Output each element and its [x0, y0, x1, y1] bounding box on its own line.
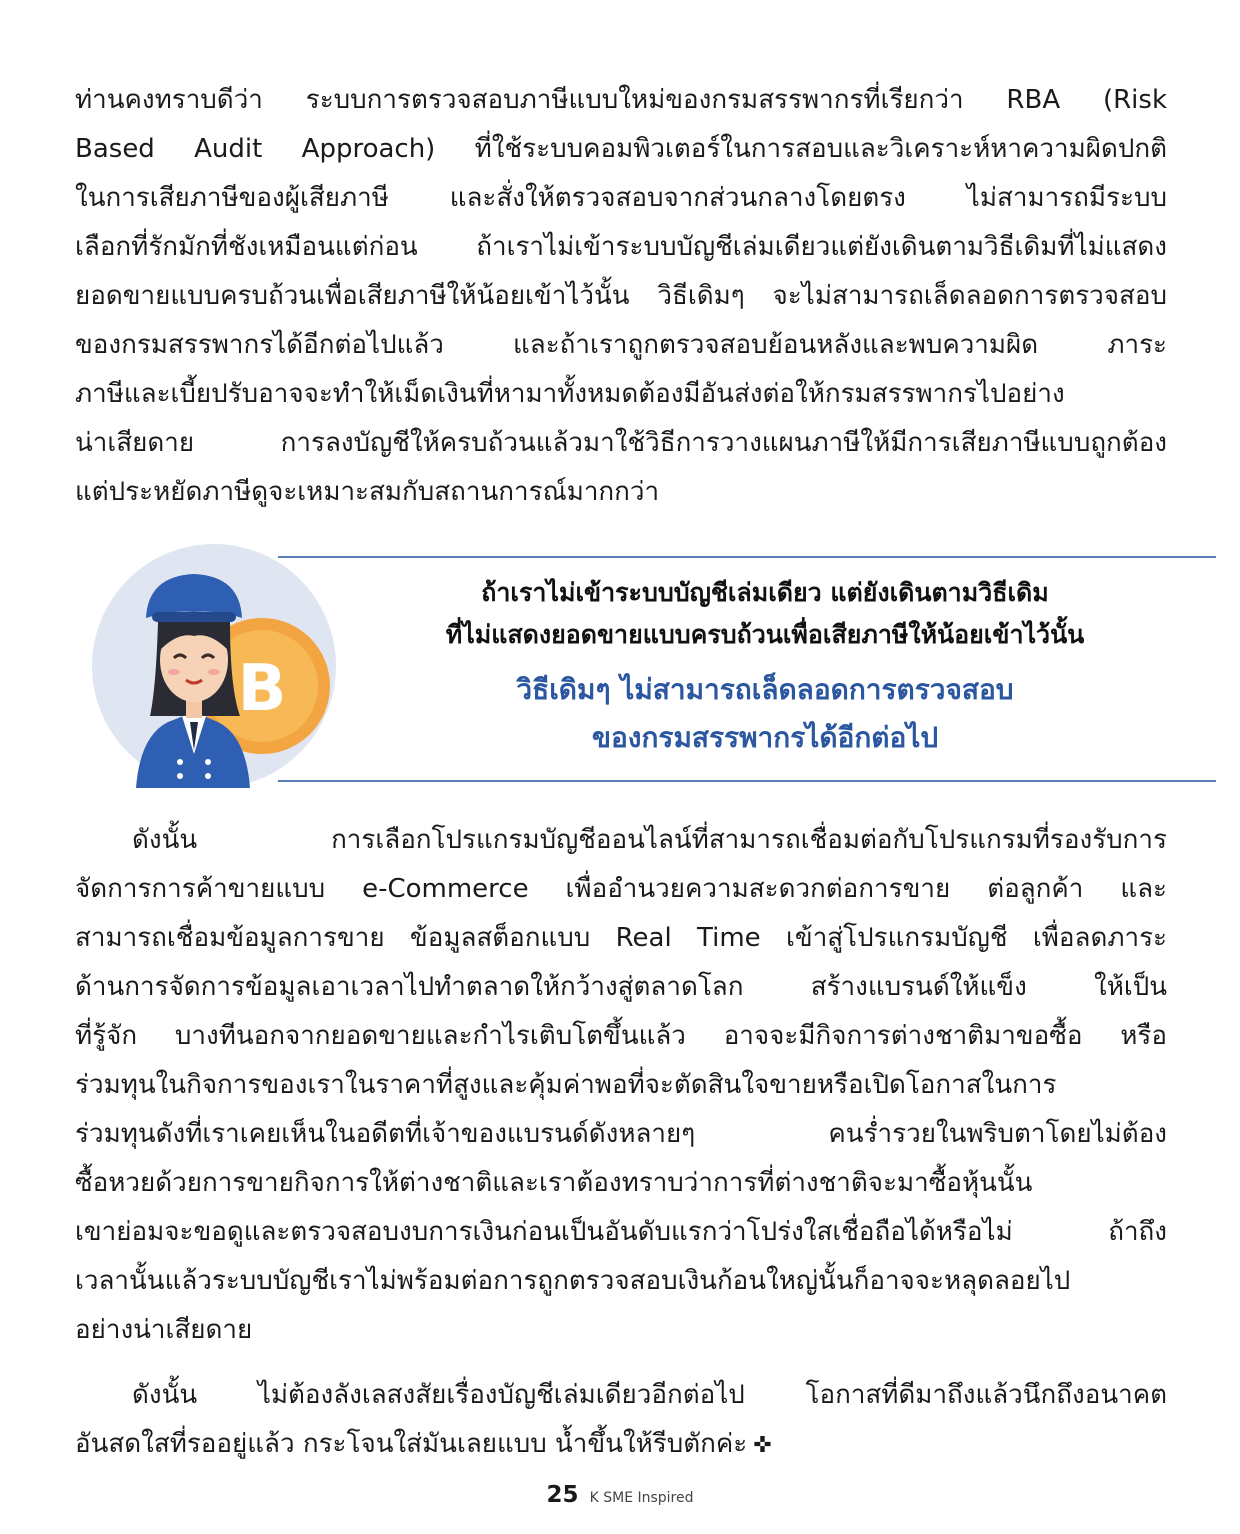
end-mark-icon: ✜ — [753, 1433, 772, 1458]
text-line: แต่ประหยัดภาษีดูจะเหมาะสมกับสถานการณ์มากกว่า — [75, 477, 660, 507]
text-line: น่าเสียดาย การลงบัญชีให้ครบถ้วนแล้วมาใช้วิธีการวางแผนภาษีให้มีการเสียภาษีแบบถูกต้อง — [75, 428, 1167, 458]
callout-bottom-rule — [278, 780, 1216, 782]
paragraph-rba-audit — [75, 76, 1167, 517]
paragraph-conclusion — [75, 1371, 1167, 1469]
svg-text:B: B — [237, 652, 287, 726]
text-line: เขาย่อมจะขอดูและตรวจสอบงบการเงินก่อนเป็นอันดับแรกว่าโปร่งใสเชื่อถือได้หรือไม่ ถ้าถึง — [75, 1217, 1167, 1247]
callout-question-line: ที่ไม่แสดงยอดขายแบบครบถ้วนเพื่อเสียภาษีให้น้อยเข้าไว้นั้น — [445, 620, 1085, 649]
page-footer — [0, 1482, 1240, 1508]
text-line: ดังนั้น ไม่ต้องลังเลสงสัยเรื่องบัญชีเล่มเดียวอีกต่อไป โอกาสที่ดีมาถึงแล้วนึกถึงอนาคต — [132, 1380, 1167, 1410]
publication-name: K SME Inspired — [589, 1490, 694, 1506]
callout-text — [330, 572, 1200, 762]
pull-quote-callout — [90, 540, 1130, 790]
text-line: ยอดขายแบบครบถ้วนเพื่อเสียภาษีให้น้อยเข้าไว้นั้น วิธีเดิมๆ จะไม่สามารถเล็ดลอดการตรวจสอบ — [75, 281, 1167, 311]
text-line: ของกรมสรรพากรได้อีกต่อไปแล้ว และถ้าเราถูกตรวจสอบย้อนหลังและพบความผิด ภาระ — [75, 330, 1167, 360]
text-line: สามารถเชื่อมข้อมูลการขาย ข้อมูลสต็อกแบบ Real Time เข้าสู่โปรแกรมบัญชี เพื่อลดภาระ — [75, 923, 1167, 953]
text-line: อย่างน่าเสียดาย — [75, 1315, 253, 1345]
text-line: เลือกที่รักมักที่ชังเหมือนแต่ก่อน ถ้าเราไม่เข้าระบบบัญชีเล่มเดียวแต่ยังเดินตามวิธีเดิมที่ไม่แสดง — [75, 232, 1167, 262]
text-line: ด้านการจัดการข้อมูลเอาเวลาไปทำตลาดให้กว้างสู่ตลาดโลก สร้างแบรนด์ให้แข็ง ให้เป็น — [75, 972, 1167, 1002]
text-line: ท่านคงทราบดีว่า ระบบการตรวจสอบภาษีแบบใหม่ของกรมสรรพากรที่เรียกว่า RBA (Risk — [75, 85, 1167, 115]
businesswoman-with-bitcoin-icon — [90, 540, 340, 790]
text-line: อันสดใสที่รออยู่แล้ว กระโจนใส่มันเลยแบบ น้ำขึ้นให้รีบตักค่ะ — [75, 1429, 748, 1459]
callout-answer-line: วิธีเดิมๆ ไม่สามารถเล็ดลอดการตรวจสอบ — [516, 673, 1014, 706]
callout-question-line: ถ้าเราไม่เข้าระบบบัญชีเล่มเดียว แต่ยังเดินตามวิธีเดิม — [481, 578, 1049, 607]
text-line: เวลานั้นแล้วระบบบัญชีเราไม่พร้อมต่อการถูกตรวจสอบเงินก้อนใหญ่นั้นก็อาจจะหลุดลอยไป — [75, 1266, 1071, 1296]
text-line: ซื้อหวยด้วยการขายกิจการให้ต่างชาติและเราต้องทราบว่าการที่ต่างชาติจะมาซื้อหุ้นนั้น — [75, 1168, 1033, 1198]
paragraph-online-accounting — [75, 816, 1167, 1355]
text-line: ดังนั้น การเลือกโปรแกรมบัญชีออนไลน์ที่สามารถเชื่อมต่อกับโปรแกรมที่รองรับการ — [132, 825, 1167, 855]
text-line: ร่วมทุนดังที่เราเคยเห็นในอดีตที่เจ้าของแบรนด์ดังหลายๆ คนร่ำรวยในพริบตาโดยไม่ต้อง — [75, 1119, 1167, 1149]
callout-top-rule — [278, 556, 1216, 558]
text-line: ภาษีและเบี้ยปรับอาจจะทำให้เม็ดเงินที่หามาทั้งหมดต้องมีอันส่งต่อให้กรมสรรพากรไปอย่าง — [75, 379, 1065, 409]
text-line: จัดการการค้าขายแบบ e-Commerce เพื่ออำนวยความสะดวกต่อการขาย ต่อลูกค้า และ — [75, 874, 1167, 904]
text-line: ร่วมทุนในกิจการของเราในราคาที่สูงและคุ้มค่าพอที่จะตัดสินใจขายหรือเปิดโอกาสในการ — [75, 1070, 1057, 1100]
text-line: Based Audit Approach) ที่ใช้ระบบคอมพิวเตอร์ในการสอบและวิเคราะห์หาความผิดปกติ — [75, 134, 1167, 164]
text-line: ที่รู้จัก บางทีนอกจากยอดขายและกำไรเติบโตขึ้นแล้ว อาจจะมีกิจการต่างชาติมาขอซื้อ หรือ — [75, 1021, 1167, 1051]
text-line-final — [75, 1420, 1167, 1469]
callout-answer-line: ของกรมสรรพากรได้อีกต่อไป — [591, 721, 939, 754]
page-number: 25 — [546, 1482, 579, 1508]
text-line: ในการเสียภาษีของผู้เสียภาษี และสั่งให้ตรวจสอบจากส่วนกลางโดยตรง ไม่สามารถมีระบบ — [75, 183, 1167, 213]
